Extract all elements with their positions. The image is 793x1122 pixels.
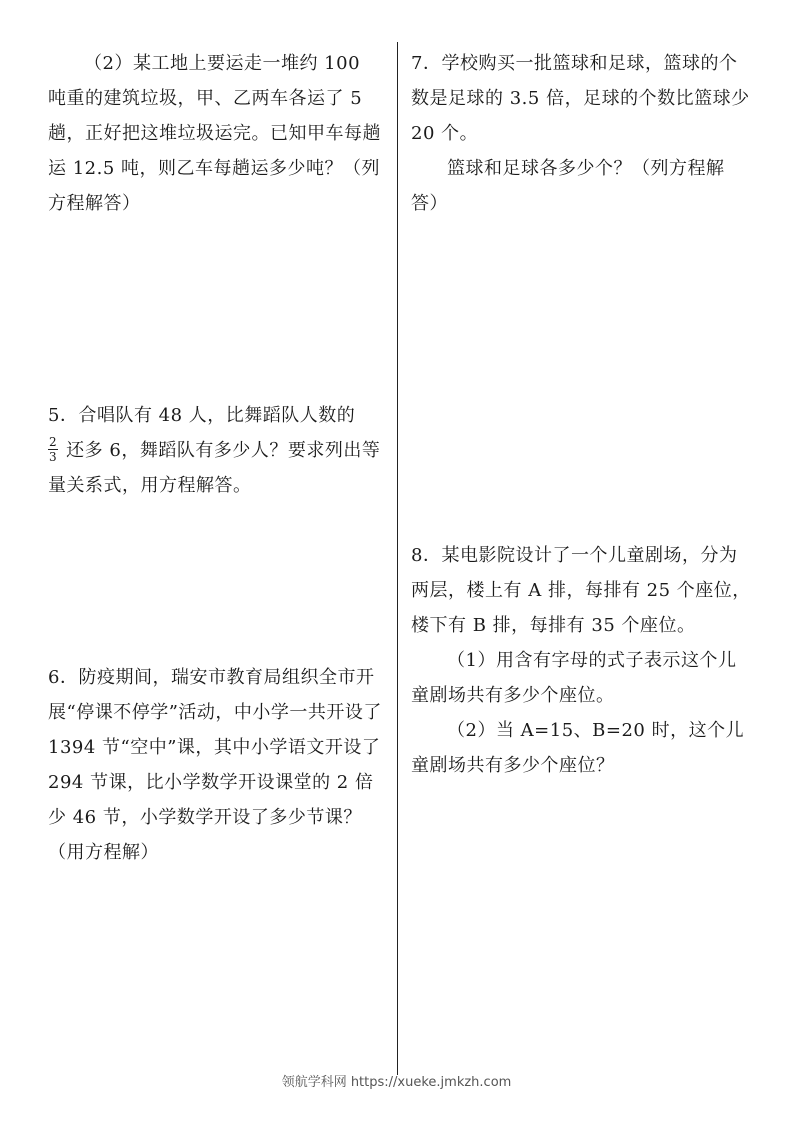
fraction-numerator: 2 xyxy=(49,434,58,449)
problem-4-part-2-text: （2）某工地上要运走一堆约 100 吨重的建筑垃圾，甲、乙两车各运了 5 趟，正好把这堆垃圾运完。已知甲车每趟运 12.5 吨，则乙车每趟运多少吨？（列方程解答） xyxy=(48,53,381,214)
problem-7-text: 7．学校购买一批篮球和足球，篮球的个数是足球的 3.5 倍，足球的个数比篮球少 20 个。 xyxy=(411,53,750,144)
problem-4-part-2 xyxy=(48,46,383,221)
problem-8-text: 8．某电影院设计了一个儿童剧场，分为两层，楼上有 A 排，每排有 25 个座位，楼下有 B 排，每排有 35 个座位。 xyxy=(411,545,751,636)
problem-5 xyxy=(48,398,383,503)
problem-7 xyxy=(411,46,751,221)
footer-watermark: 领航学科网 https://xueke.jmkzh.com xyxy=(281,1075,512,1090)
problem-5-text-rest xyxy=(48,433,383,503)
problem-5-fraction xyxy=(48,435,58,464)
problem-6-text: 6．防疫期间，瑞安市教育局组织全市开展“停课不停学”活动，中小学一共开设了 1394 节“空中”课，其中小学语文开设了 294 节课，比小学数学开设课堂的 2 倍少 46 节，小学数学开设了多少节课？（用方程解） xyxy=(48,667,382,863)
problem-5-text-after: 还多 6，舞蹈队有多少人？要求列出等量关系式，用方程解答。 xyxy=(48,440,381,496)
problem-7-question: 篮球和足球各多少个？（列方程解答） xyxy=(411,158,725,214)
problem-8-part-1: （1）用含有字母的式子表示这个儿童剧场共有多少个座位。 xyxy=(411,650,737,706)
problem-5-text-start: 5．合唱队有 48 人，比舞蹈队人数的 xyxy=(48,405,356,426)
problem-6 xyxy=(48,660,383,870)
problem-8 xyxy=(411,538,751,783)
column-divider xyxy=(397,42,398,1075)
problem-8-part-2: （2）当 A=15、B=20 时，这个儿童剧场共有多少个座位？ xyxy=(411,720,745,776)
fraction-denominator: 3 xyxy=(49,449,58,464)
